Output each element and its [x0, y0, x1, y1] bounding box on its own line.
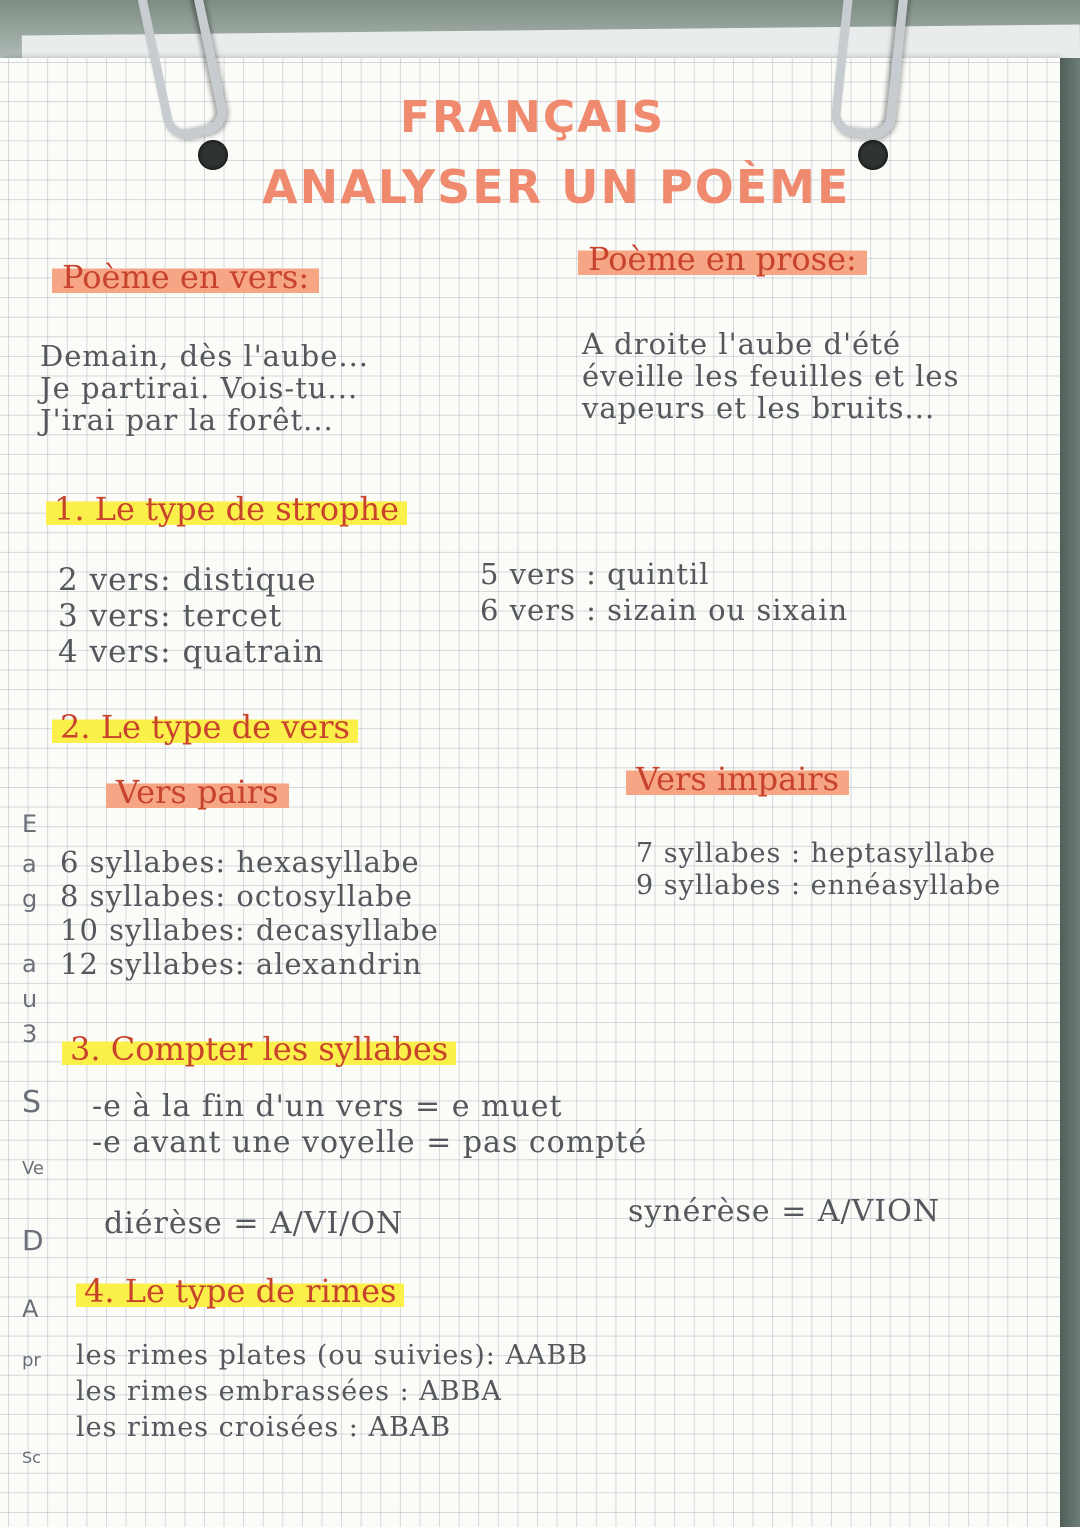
margin-letter: A [22, 1295, 39, 1323]
poeme-vers-label: Poème en vers: [52, 258, 319, 296]
vers-example-line: Je partirai. Vois-tu... [40, 371, 359, 405]
vers-pairs-list [60, 845, 439, 984]
page-title: ANALYSER UN POÈME [262, 160, 851, 214]
vers-impair-item: 9 syllabes : ennéasyllabe [636, 870, 1002, 901]
synerese-rule: synérèse = A/VION [628, 1194, 941, 1229]
page-edge-shadow [1060, 58, 1080, 1527]
vers-impairs-label: Vers impairs [626, 760, 849, 798]
margin-letter: Sc [22, 1448, 41, 1467]
vers-pair-item: 12 syllabes: alexandrin [60, 947, 423, 981]
margin-letter: g [22, 885, 38, 913]
rime-item: les rimes croisées : ABAB [76, 1412, 452, 1443]
syllabe-rule: -e avant une voyelle = pas compté [92, 1125, 648, 1160]
rime-item: les rimes plates (ou suivies): AABB [76, 1340, 589, 1371]
margin-letter: 3 [22, 1020, 38, 1048]
rime-item: les rimes embrassées : ABBA [76, 1376, 502, 1407]
section-heading-strophe: 1. Le type de strophe [46, 490, 407, 528]
strophe-item: 3 vers: tercet [58, 598, 283, 634]
vers-pair-item: 10 syllabes: decasyllabe [60, 913, 439, 947]
section-heading-syllabes: 3. Compter les syllabes [62, 1030, 456, 1068]
rimes-list [76, 1342, 588, 1450]
margin-letter: u [22, 985, 38, 1013]
vers-example-line: Demain, dès l'aube... [40, 339, 370, 373]
strophe-item: 4 vers: quatrain [58, 634, 325, 670]
strophe-list-left [58, 562, 325, 673]
strophe-list-right [480, 557, 849, 632]
vers-example-line: J'irai par la forêt... [40, 403, 334, 437]
section-heading-rimes: 4. Le type de rimes [76, 1272, 404, 1310]
dierese-rule: diérèse = A/VI/ON [104, 1206, 404, 1241]
margin-letter: E [22, 810, 38, 838]
subject-title: FRANÇAIS [400, 92, 666, 143]
vers-pair-item: 6 syllabes: hexasyllabe [60, 845, 420, 879]
poeme-vers-examples [40, 339, 370, 438]
vers-pairs-label: Vers pairs [106, 773, 289, 811]
prose-example-line: A droite l'aube d'été [582, 327, 902, 361]
poeme-prose-examples [582, 327, 960, 426]
syllabes-rules [92, 1089, 648, 1164]
poeme-prose-label: Poème en prose: [578, 240, 867, 278]
section-heading-vers: 2. Le type de vers [52, 708, 358, 746]
margin-letter: D [22, 1224, 44, 1257]
syllabe-rule: -e à la fin d'un vers = e muet [92, 1089, 563, 1124]
prose-example-line: éveille les feuilles et les [582, 359, 960, 393]
margin-letter: Ve [22, 1158, 44, 1179]
margin-letter: pr [22, 1350, 41, 1371]
vers-impairs-list [636, 840, 1001, 904]
vers-impair-item: 7 syllabes : heptasyllabe [636, 838, 996, 869]
punch-hole-right [858, 140, 888, 170]
strophe-item: 5 vers : quintil [480, 557, 710, 591]
margin-letter: S [22, 1085, 42, 1120]
margin-letter: a [22, 850, 37, 878]
strophe-item: 2 vers: distique [58, 562, 317, 598]
margin-letter: a [22, 950, 37, 978]
punch-hole-left [198, 140, 228, 170]
vers-pair-item: 8 syllabes: octosyllabe [60, 879, 414, 913]
prose-example-line: vapeurs et les bruits... [582, 391, 936, 425]
strophe-item: 6 vers : sizain ou sixain [480, 593, 849, 627]
